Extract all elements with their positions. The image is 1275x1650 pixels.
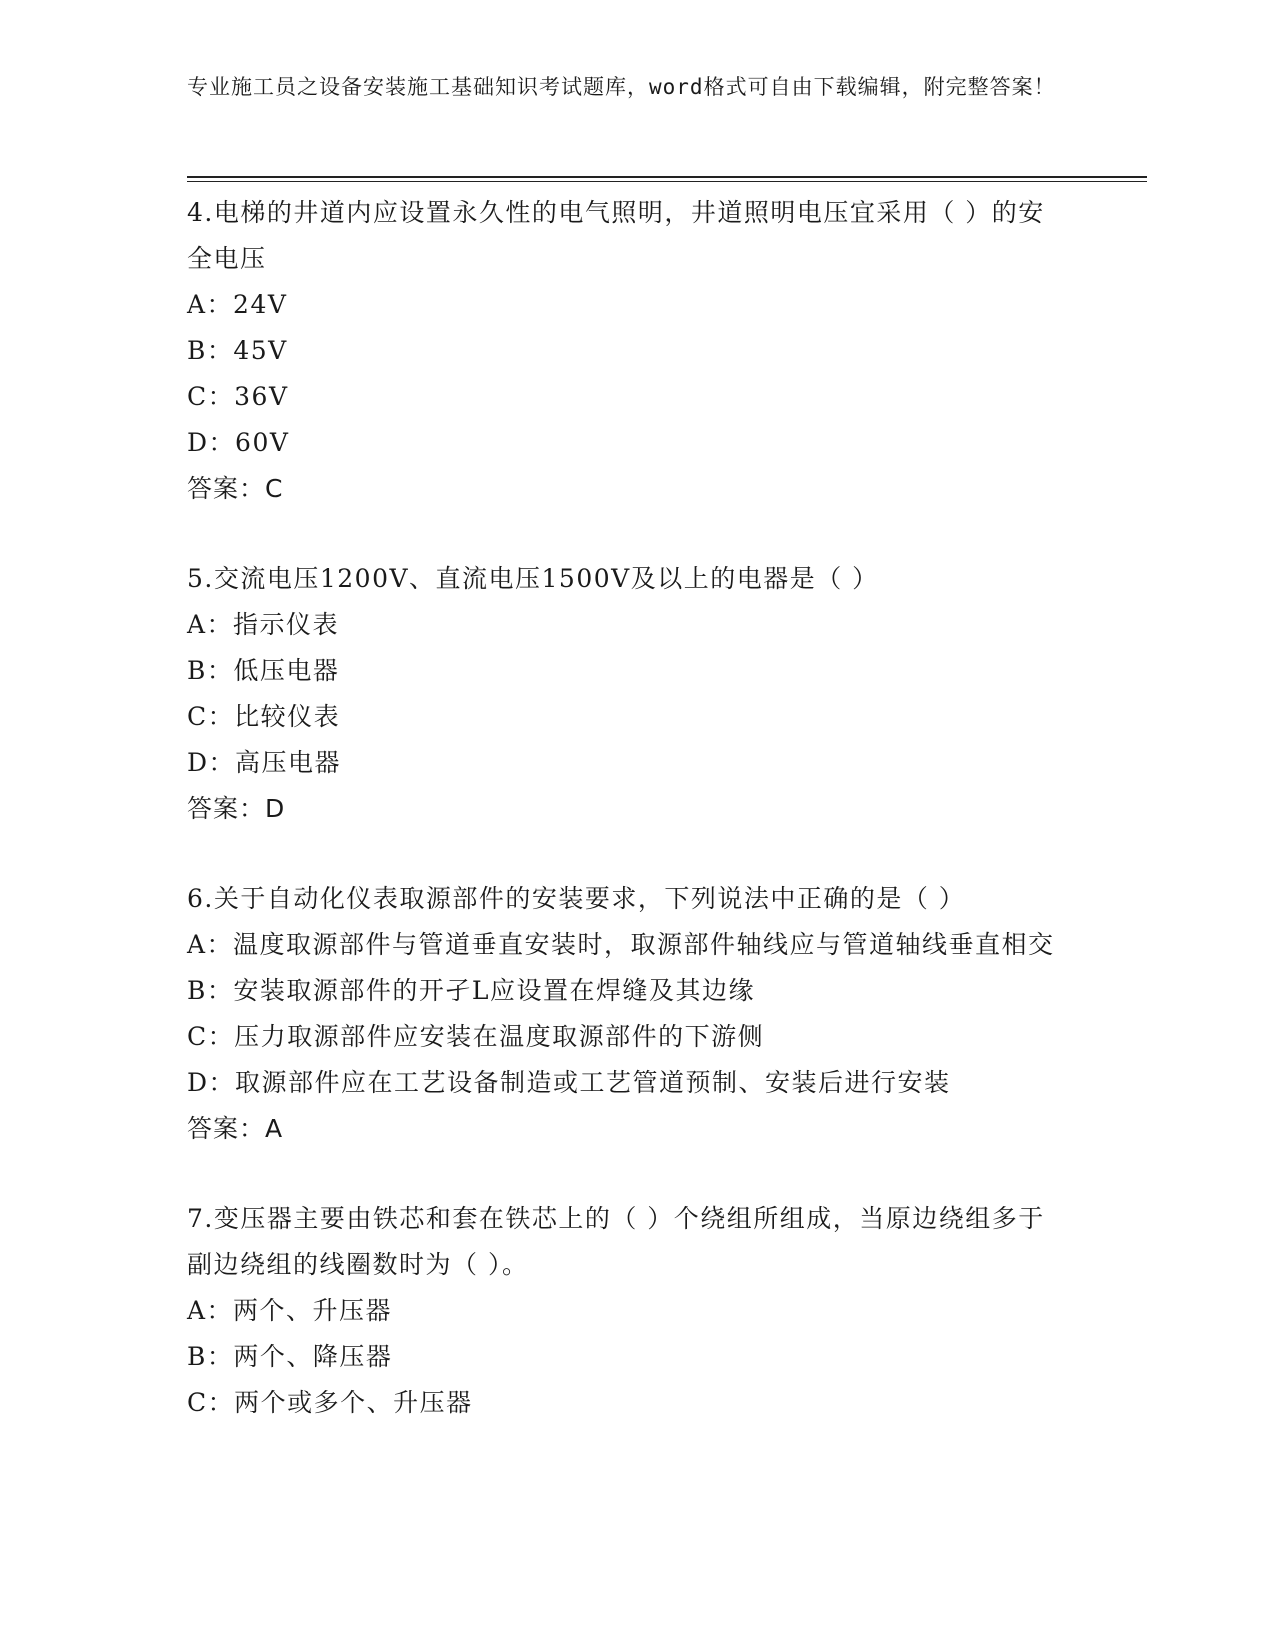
question-5 [187,556,1067,832]
question-7 [187,1196,1067,1426]
option-c: C：压力取源部件应安装在温度取源部件的下游侧 [187,1022,765,1051]
option-c: C：两个或多个、升压器 [187,1388,473,1417]
header-divider [187,176,1147,182]
option-a: A：指示仪表 [187,610,340,639]
question-spacer [187,512,1067,556]
question-spacer [187,1152,1067,1196]
answer-line: 答案：D [187,794,286,823]
option-a: A：24V [187,290,288,319]
header-note: 专业施工员之设备安装施工基础知识考试题库，word格式可自由下载编辑，附完整答案！ [187,75,1056,99]
question-list [187,190,1067,1426]
option-a: A：两个、升压器 [187,1296,393,1325]
option-d: D：高压电器 [187,748,342,777]
option-c: C：36V [187,382,289,411]
question-spacer [187,832,1067,876]
question-text: 7.变压器主要由铁芯和套在铁芯上的（ ）个绕组所组成，当原边绕组多于副边绕组的线圈数时为（ ）。 [187,1204,1045,1279]
option-b: B：安装取源部件的开孑L应设置在焊缝及其边缘 [187,976,755,1005]
option-d: D：取源部件应在工艺设备制造或工艺管道预制、安装后进行安装 [187,1068,951,1097]
question-6 [187,876,1067,1152]
option-d: D：60V [187,428,290,457]
question-4 [187,190,1067,512]
option-b: B：低压电器 [187,656,340,685]
question-text: 5.交流电压1200V、直流电压1500V及以上的电器是（ ） [187,564,879,593]
option-a: A：温度取源部件与管道垂直安装时，取源部件轴线应与管道轴线垂直相交 [187,930,1055,959]
question-text: 4.电梯的井道内应设置永久性的电气照明，井道照明电压宜采用（ ）的安全电压 [187,198,1045,273]
option-b: B：45V [187,336,288,365]
option-c: C：比较仪表 [187,702,341,731]
answer-line: 答案：A [187,1114,284,1143]
question-text: 6.关于自动化仪表取源部件的安装要求，下列说法中正确的是（ ） [187,884,966,913]
option-b: B：两个、降压器 [187,1342,393,1371]
answer-line: 答案：C [187,474,284,503]
